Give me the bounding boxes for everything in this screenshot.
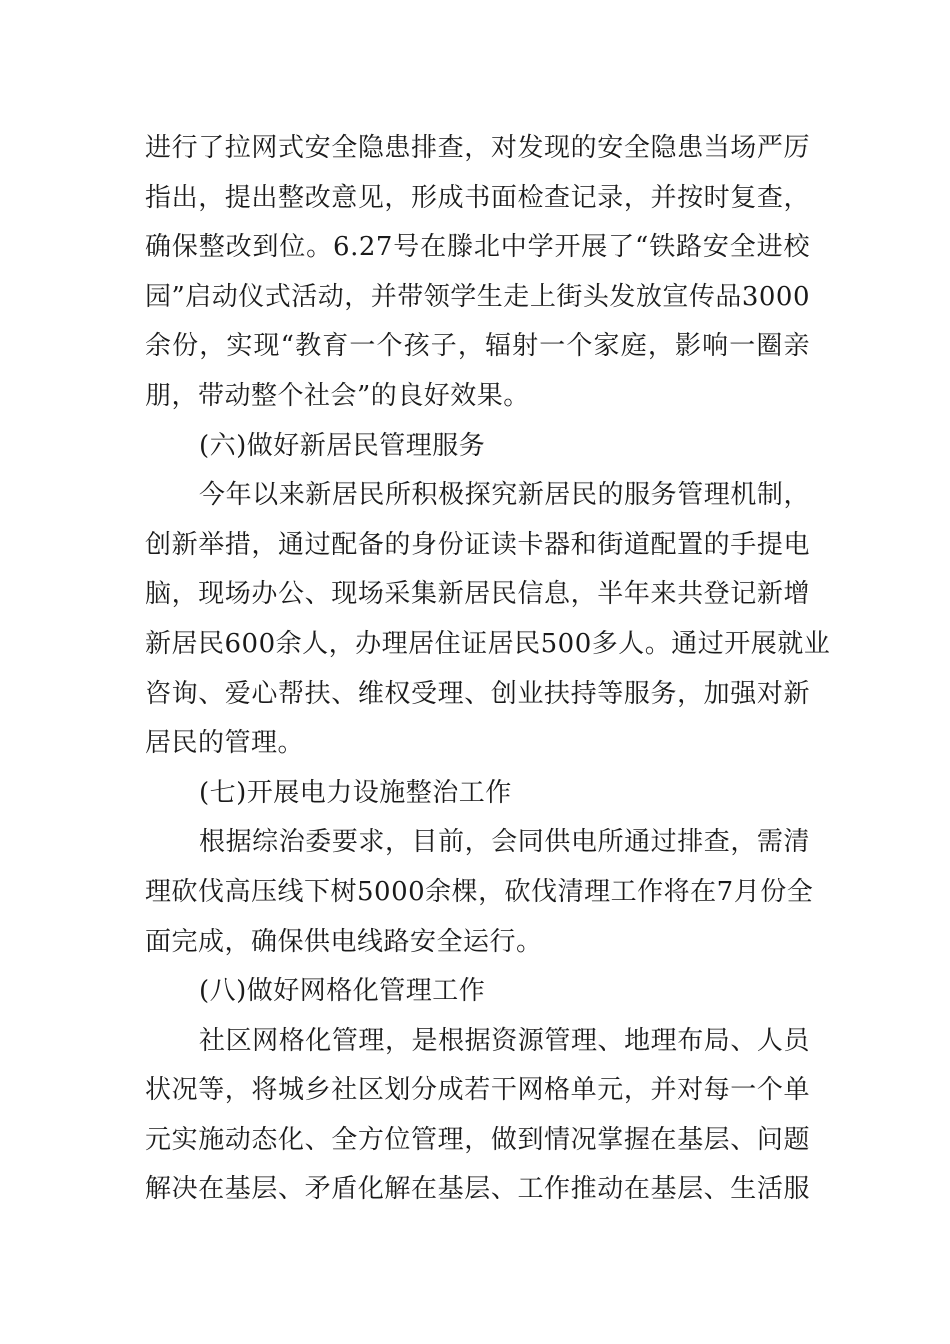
- text-line: 进行了拉网式安全隐患排查，对发现的安全隐患当场严厉: [145, 133, 810, 163]
- text-line: 朋，带动整个社会”的良好效果。: [145, 380, 530, 411]
- text-line: 脑，现场办公、现场采集新居民信息，半年来共登记新增: [145, 579, 810, 610]
- text-line: 状况等，将城乡社区划分成若干网格单元，并对每一个单: [145, 1075, 810, 1106]
- text-line: 新居民600余人，办理居住证居民500多人。通过开展就业: [145, 628, 831, 659]
- text-line: 理砍伐高压线下树5000余棵，砍伐清理工作将在7月份全: [145, 876, 814, 907]
- text-line: 余份，实现“教育一个孩子，辐射一个家庭，影响一圈亲: [145, 331, 810, 362]
- text-line: 面完成，确保供电线路安全运行。: [145, 926, 543, 957]
- text-line: 居民的管理。: [145, 728, 305, 759]
- text-line: 根据综治委要求，目前，会同供电所通过排查，需清: [199, 827, 810, 858]
- text-line: 今年以来新居民所积极探究新居民的服务管理机制，: [199, 480, 810, 511]
- text-line: 咨询、爱心帮扶、维权受理、创业扶持等服务，加强对新: [145, 678, 810, 709]
- section-heading-7: (七)开展电力设施整治工作: [199, 777, 512, 808]
- section-heading-6: (六)做好新居民管理服务: [199, 430, 486, 461]
- text-line: 园”启动仪式活动，并带领学生走上街头发放宣传品3000: [145, 281, 810, 312]
- text-line: 创新举措，通过配备的身份证读卡器和街道配置的手提电: [145, 529, 810, 560]
- text-line: 元实施动态化、全方位管理，做到情况掌握在基层、问题: [145, 1124, 810, 1155]
- text-line: 确保整改到位。6.27号在滕北中学开展了“铁路安全进校: [145, 232, 810, 263]
- text-line: 解决在基层、矛盾化解在基层、工作推动在基层、生活服: [145, 1174, 810, 1205]
- text-line: 指出，提出整改意见，形成书面检查记录，并按时复查，: [145, 182, 810, 213]
- section-heading-8: (八)做好网格化管理工作: [199, 976, 486, 1007]
- text-line: 社区网格化管理，是根据资源管理、地理布局、人员: [199, 1025, 810, 1056]
- document-body: [145, 124, 831, 1215]
